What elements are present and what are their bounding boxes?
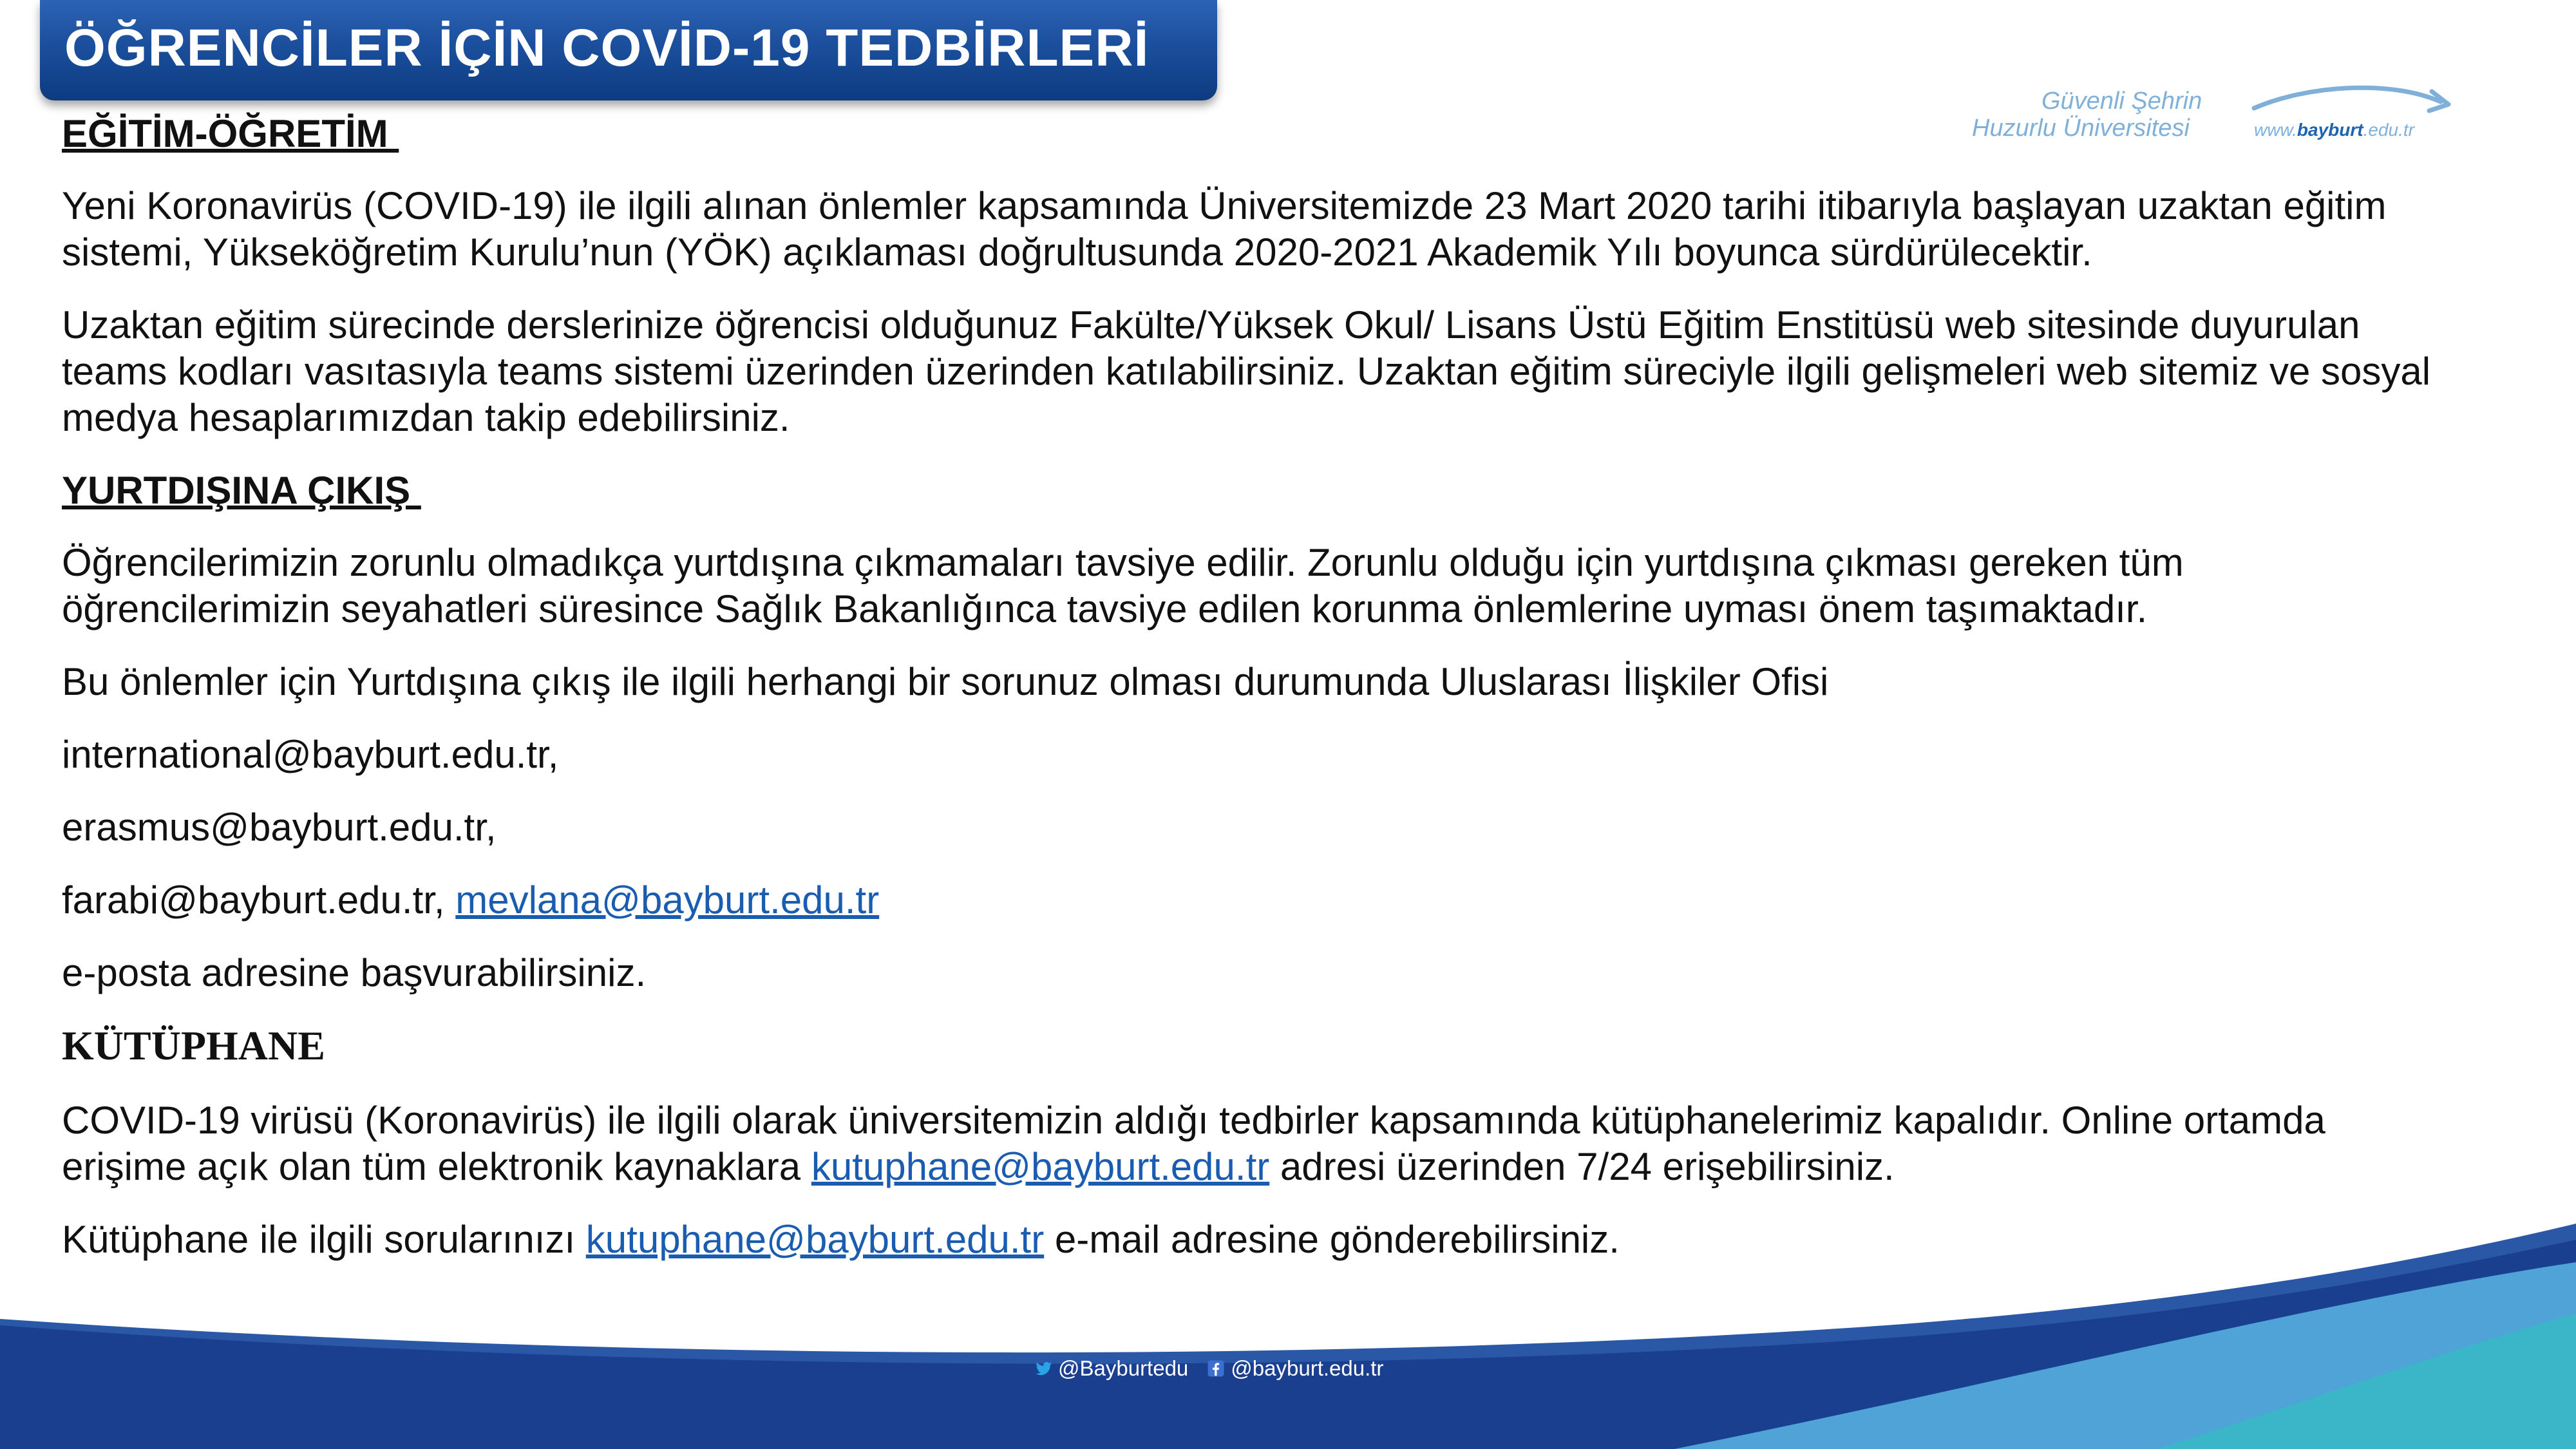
mevlana-email-link[interactable]: mevlana@bayburt.edu.tr (455, 878, 880, 922)
section-heading-abroad: YURTDIŞINA ÇIKIŞ (62, 469, 421, 512)
facebook-handle[interactable]: @bayburt.edu.tr (1231, 1356, 1384, 1380)
page-title: ÖĞRENCİLER İÇİN COVİD-19 TEDBİRLERİ (64, 19, 1150, 77)
facebook-icon[interactable] (1206, 1359, 1226, 1378)
email-erasmus: erasmus@bayburt.edu.tr, (62, 806, 497, 849)
abroad-paragraph-1: Öğrencilerimizin zorunlu olmadıkça yurtdışına çıkmamaları tavsiye edilir. Zorunlu olduğu için yurtdışına çıkması gereken tüm öğrencilerimizin seyahatleri süresince Sağlık Bakanlığınca tavsiye edilen korunma önlemlerine uyması önem taşımaktadır. (62, 541, 2184, 630)
twitter-icon[interactable] (1034, 1359, 1053, 1378)
abroad-closing: e-posta adresine başvurabilirsiniz. (62, 951, 647, 994)
social-footer (1034, 1356, 1383, 1381)
email-international: international@bayburt.edu.tr, (62, 733, 559, 776)
brand-slogan-line2: Huzurlu Üniversitesi (1972, 115, 2190, 142)
brand-slogan-line1: Güvenli Şehrin (2041, 88, 2202, 115)
education-paragraph-2: Uzaktan eğitim sürecinde derslerinize öğrencisi olduğunuz Fakülte/Yüksek Okul/ Lisans Üstü Eğitim Enstitüsü web sitesinde duyurulan teams kodları vasıtasıyla teams sistemi üzerinden üzerinden katılabilirsiniz. Uzaktan eğitim süreciyle ilgili gelişmeleri web sitemiz ve sosyal medya hesaplarımızdan takip edebilirsiniz. (62, 303, 2431, 439)
email-farabi: farabi@bayburt.edu.tr, (62, 878, 456, 922)
brand-url: www.bayburt.edu.tr (2254, 120, 2414, 140)
education-paragraph-1: Yeni Koronavirüs (COVID-19) ile ilgili alınan önlemler kapsamında Üniversitemizde 23 Mart 2020 tarihi itibarıyla başlayan uzaktan eğitim sistemi, Yükseköğretim Kurulu’nun (YÖK) açıklaması doğrultusunda 2020-2021 Akademik Yılı boyunca sürdürülecektir. (62, 184, 2387, 274)
twitter-handle[interactable]: @Bayburtedu (1058, 1356, 1189, 1380)
section-heading-library: KÜTÜPHANE (62, 1023, 325, 1068)
abroad-paragraph-2: Bu önlemler için Yurtdışına çıkış ile ilgili herhangi bir sorunuz olması durumunda Uluslarası İlişkiler Ofisi (62, 660, 1829, 703)
library-paragraph-1: COVID-19 virüsü (Koronavirüs) ile ilgili olarak üniversitemizin aldığı tedbirler kapsamında kütüphanelerimiz kapalıdır. Online ortamda erişime açık olan tüm elektronik kaynaklara kutuphane@bayburt.edu.tr adresi üzerinden 7/24 erişebilirsiniz. (62, 1099, 2325, 1188)
section-heading-education: EĞİTİM-ÖĞRETİM (62, 112, 399, 155)
library-paragraph-2: Kütüphane ile ilgili sorularınızı kutuphane@bayburt.edu.tr e-mail adresine gönderebilirsiniz. (62, 1218, 1620, 1261)
library-email-link-1[interactable]: kutuphane@bayburt.edu.tr (811, 1145, 1270, 1188)
library-email-link-2[interactable]: kutuphane@bayburt.edu.tr (585, 1218, 1045, 1261)
